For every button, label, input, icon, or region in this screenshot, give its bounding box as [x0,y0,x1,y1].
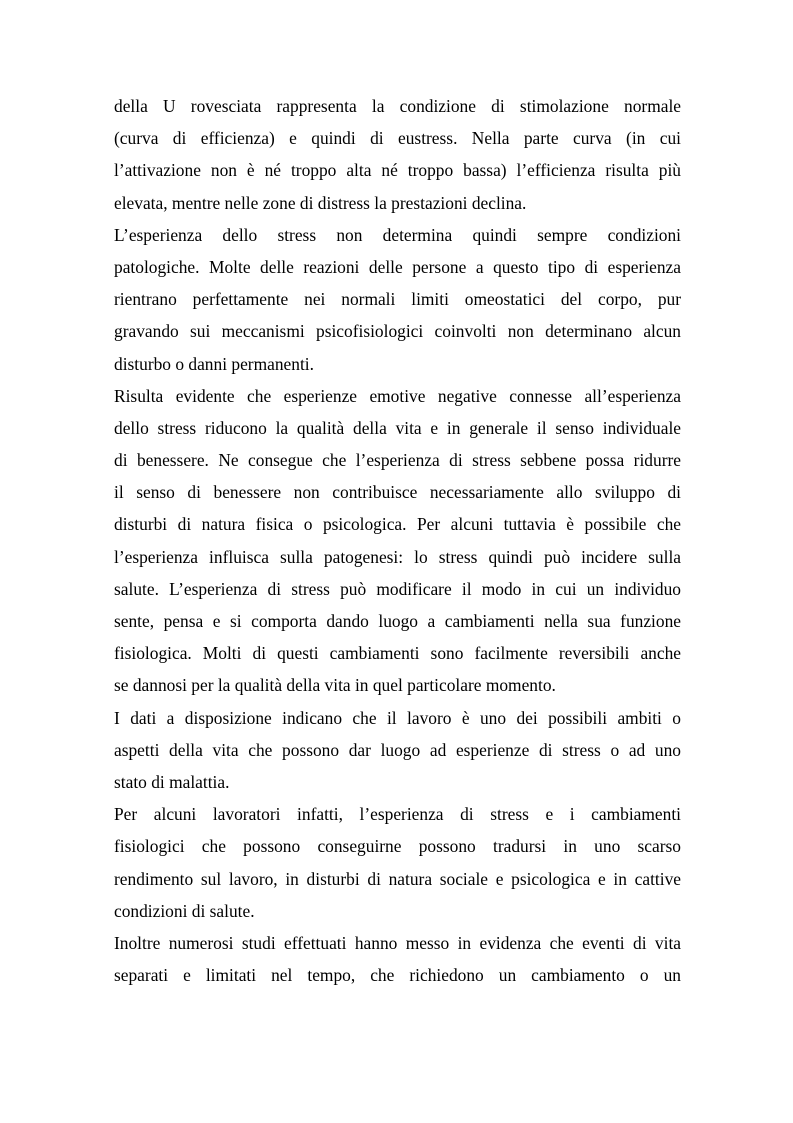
text-line: rendimento sul lavoro, in disturbi di natura sociale e psicologica e in cattive [114,868,681,889]
text-line: se dannosi per la qualità della vita in quel particolare momento. [114,675,556,696]
text-line: gravando sui meccanismi psicofisiologici coinvolti non determinano alcun [114,321,681,342]
text-line: I dati a disposizione indicano che il lavoro è uno dei possibili ambiti o [114,707,681,728]
text-line: Inoltre numerosi studi effettuati hanno messo in evidenza che eventi di vita [114,932,681,953]
text-line: fisiologica. Molti di questi cambiamenti sono facilmente reversibili anche [114,643,681,664]
text-line: l’attivazione non è né troppo alta né troppo bassa) l’efficienza risulta più [114,160,681,181]
text-line: stato di malattia. [114,771,230,792]
paragraph-2 [114,219,681,380]
text-line: condizioni di salute. [114,900,255,921]
text-line: separati e limitati nel tempo, che richiedono un cambiamento o un [114,965,681,986]
paragraph-4 [114,702,681,799]
text-line: aspetti della vita che possono dar luogo ad esperienze di stress o ad uno [114,739,681,760]
text-line: disturbi di natura fisica o psicologica. Per alcuni tuttavia è possibile che [114,514,681,535]
body-text [114,90,681,991]
paragraph-3 [114,380,681,702]
paragraph-5 [114,798,681,927]
text-line: rientrano perfettamente nei normali limiti omeostatici del corpo, pur [114,289,681,310]
text-line: sente, pensa e si comporta dando luogo a cambiamenti nella sua funzione [114,611,681,631]
text-line: disturbo o danni permanenti. [114,353,314,374]
text-line: il senso di benessere non contribuisce necessariamente allo sviluppo di [114,482,681,503]
paragraph-1 [114,90,681,219]
text-line: Per alcuni lavoratori infatti, l’esperienza di stress e i cambiamenti [114,804,681,825]
text-line: Risulta evidente che esperienze emotive negative connesse all’esperienza [114,385,681,406]
text-line: patologiche. Molte delle reazioni delle persone a questo tipo di esperienza [114,256,681,277]
text-line: salute. L’esperienza di stress può modificare il modo in cui un individuo [114,578,681,599]
text-line: dello stress riducono la qualità della vita e in generale il senso individuale [114,417,681,438]
text-line: elevata, mentre nelle zone di distress la prestazioni declina. [114,192,527,213]
text-line: di benessere. Ne consegue che l’esperienza di stress sebbene possa ridurre [114,450,681,471]
text-line: fisiologici che possono conseguirne possono tradursi in uno scarso [114,836,681,857]
paragraph-6 [114,927,681,991]
text-line: l’esperienza influisca sulla patogenesi: lo stress quindi può incidere sulla [114,546,681,567]
text-line: della U rovesciata rappresenta la condizione di stimolazione normale [114,96,681,116]
text-line: (curva di efficienza) e quindi di eustress. Nella parte curva (in cui [114,128,681,149]
text-line: L’esperienza dello stress non determina quindi sempre condizioni [114,224,681,245]
